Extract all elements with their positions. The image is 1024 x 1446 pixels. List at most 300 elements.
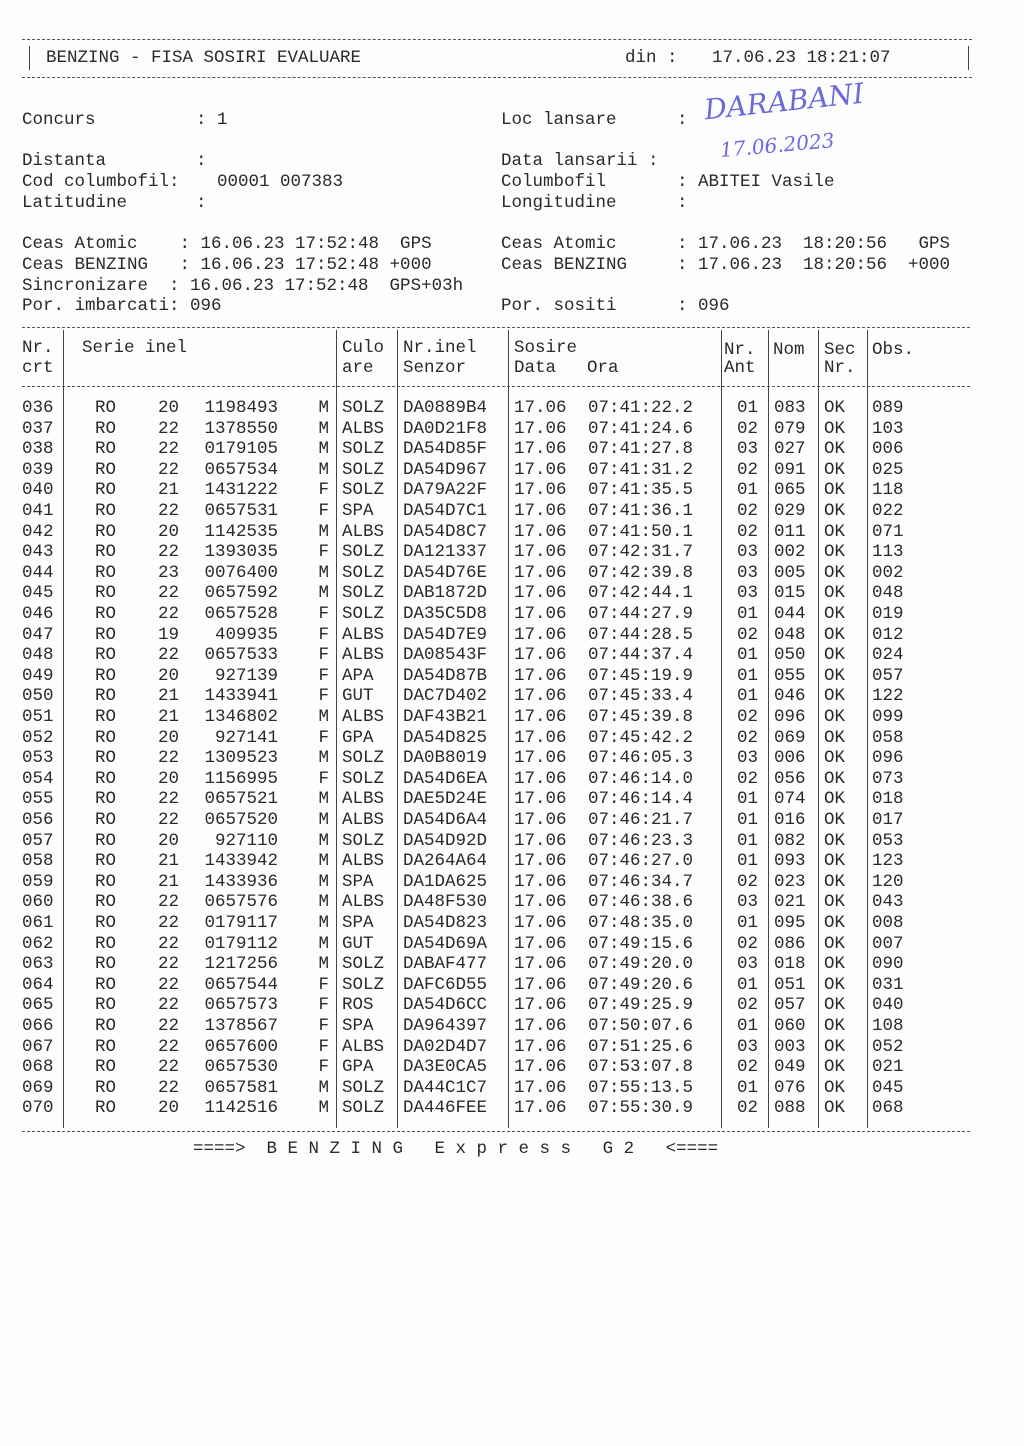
- ceas-benzing-right-value: : 17.06.23 18:20:56 +000: [677, 255, 951, 275]
- cell-date: 17.06: [514, 892, 567, 913]
- cell-nr-crt: 057: [22, 830, 54, 851]
- sincronizare: Sincronizare : 16.06.23 17:52:48 GPS+03h: [22, 276, 464, 296]
- cell-sensor: DA08543F: [403, 645, 488, 666]
- data-lansarii-handwritten: 17.06.2023: [719, 128, 836, 162]
- cell-sec: OK: [824, 562, 846, 583]
- cell-color: SOLZ: [342, 562, 385, 583]
- cell-time: 07:49:15.6: [588, 933, 694, 954]
- cell-sex: F: [318, 1016, 329, 1036]
- cell-ring-number: 1433942: [204, 851, 278, 872]
- cell-nom: 023: [774, 871, 806, 892]
- cell-sensor: DA0B8019: [403, 748, 488, 769]
- cell-nr-crt: 058: [22, 851, 54, 872]
- cell-nr-ant: 01: [737, 398, 759, 418]
- cell-country: RO: [95, 851, 117, 872]
- header-date-label: din :: [625, 48, 678, 68]
- cell-obs: 090: [872, 954, 904, 975]
- cell-nr-crt: 067: [22, 1036, 54, 1057]
- cell-obs: 089: [872, 398, 904, 418]
- cell-country: RO: [95, 871, 117, 892]
- cell-sex: M: [318, 892, 329, 913]
- cell-obs: 019: [872, 604, 904, 624]
- cell-time: 07:44:28.5: [588, 624, 694, 645]
- cell-nr-crt: 043: [22, 542, 54, 563]
- document-title: BENZING - FISA SOSIRI EVALUARE: [46, 48, 362, 68]
- table-row: [0, 954, 904, 975]
- cell-time: 07:46:38.6: [588, 892, 694, 913]
- cell-year: 22: [158, 933, 180, 954]
- col-sep-3: [397, 330, 398, 1128]
- longitudine-value: :: [677, 193, 688, 213]
- cell-nom: 044: [774, 604, 806, 624]
- cell-nom: 006: [774, 748, 806, 769]
- cell-sec: OK: [824, 604, 846, 624]
- ceas-atomic-right-value: : 17.06.23 18:20:56 GPS: [677, 234, 951, 254]
- cell-nr-ant: 03: [737, 954, 759, 975]
- header-data: Data: [514, 358, 557, 378]
- cell-ring-number: 1433936: [204, 871, 278, 892]
- cell-sex: M: [318, 748, 329, 769]
- table-row: [0, 995, 904, 1016]
- cell-sec: OK: [824, 480, 846, 501]
- cell-color: ROS: [342, 995, 374, 1016]
- cell-time: 07:48:35.0: [588, 913, 694, 933]
- cell-nr-crt: 056: [22, 810, 54, 830]
- cell-color: ALBS: [342, 789, 385, 810]
- longitudine-label: Longitudine: [501, 193, 617, 213]
- cell-date: 17.06: [514, 789, 567, 810]
- cell-obs: 024: [872, 645, 904, 666]
- cell-time: 07:46:14.0: [588, 768, 694, 789]
- cell-time: 07:55:13.5: [588, 1077, 694, 1098]
- cell-time: 07:46:27.0: [588, 851, 694, 872]
- cell-sec: OK: [824, 830, 846, 851]
- table-row: [0, 501, 904, 522]
- cell-ring-number: 1393035: [204, 542, 278, 563]
- cell-sex: F: [318, 542, 329, 563]
- cell-obs: 099: [872, 707, 904, 727]
- table-row: [0, 913, 904, 934]
- cell-sensor: DA54D825: [403, 727, 488, 748]
- cell-obs: 096: [872, 748, 904, 769]
- table-row: [0, 851, 904, 872]
- cell-sec: OK: [824, 851, 846, 872]
- cell-sex: M: [318, 933, 329, 954]
- cell-nr-crt: 059: [22, 871, 54, 892]
- cell-country: RO: [95, 418, 117, 439]
- cell-sec: OK: [824, 913, 846, 933]
- cell-sex: M: [318, 810, 329, 830]
- cell-color: GPA: [342, 727, 374, 748]
- cell-sensor: DAB1872D: [403, 583, 488, 604]
- cell-sensor: DA54D6CC: [403, 995, 488, 1016]
- cell-sensor: DA446FEE: [403, 1098, 488, 1119]
- cell-time: 07:45:19.9: [588, 665, 694, 686]
- cell-sensor: DA3E0CA5: [403, 1057, 488, 1078]
- cell-nr-ant: 02: [737, 933, 759, 954]
- cell-nom: 065: [774, 480, 806, 501]
- cell-sex: M: [318, 1077, 329, 1098]
- cell-sex: M: [318, 830, 329, 851]
- cell-sec: OK: [824, 995, 846, 1016]
- header-are: are: [342, 358, 374, 378]
- cell-year: 20: [158, 768, 180, 789]
- cell-ring-number: 0657592: [204, 583, 278, 604]
- cell-sensor: DA0889B4: [403, 398, 488, 418]
- cell-sensor: DAE5D24E: [403, 789, 488, 810]
- cell-country: RO: [95, 439, 117, 460]
- cell-date: 17.06: [514, 398, 567, 418]
- cell-sex: M: [318, 583, 329, 604]
- cell-color: ALBS: [342, 645, 385, 666]
- cell-sensor: DA54D8C7: [403, 521, 488, 542]
- cell-sec: OK: [824, 892, 846, 913]
- cell-nom: 049: [774, 1057, 806, 1078]
- cell-obs: 057: [872, 665, 904, 686]
- cell-sex: F: [318, 624, 329, 645]
- cell-year: 22: [158, 892, 180, 913]
- cell-time: 07:53:07.8: [588, 1057, 694, 1078]
- cell-year: 22: [158, 1036, 180, 1057]
- cell-nr-crt: 068: [22, 1057, 54, 1078]
- col-sep-8: [867, 330, 868, 1128]
- cell-date: 17.06: [514, 810, 567, 830]
- cell-country: RO: [95, 645, 117, 666]
- cell-sensor: DA44C1C7: [403, 1077, 488, 1098]
- cell-nr-ant: 02: [737, 995, 759, 1016]
- cell-time: 07:42:44.1: [588, 583, 694, 604]
- cell-time: 07:49:20.6: [588, 974, 694, 995]
- cell-obs: 068: [872, 1098, 904, 1119]
- cell-nr-crt: 050: [22, 686, 54, 707]
- cell-sex: F: [318, 645, 329, 666]
- cell-sensor: DA121337: [403, 542, 488, 563]
- cell-ring-number: 1378567: [204, 1016, 278, 1036]
- cell-sex: M: [318, 521, 329, 542]
- cell-color: SPA: [342, 871, 374, 892]
- cell-date: 17.06: [514, 624, 567, 645]
- cell-nr-ant: 03: [737, 542, 759, 563]
- cell-nr-crt: 052: [22, 727, 54, 748]
- cell-year: 22: [158, 1077, 180, 1098]
- cell-nr-ant: 02: [737, 624, 759, 645]
- table-row: [0, 686, 904, 707]
- cell-ring-number: 1431222: [204, 480, 278, 501]
- header-nom: Nom: [773, 340, 805, 360]
- header-nr-ant-2: Ant: [724, 358, 756, 378]
- cell-ring-number: 0179112: [204, 933, 278, 954]
- cell-date: 17.06: [514, 418, 567, 439]
- cell-ring-number: 0657521: [204, 789, 278, 810]
- cell-nom: 016: [774, 810, 806, 830]
- cell-nr-ant: 03: [737, 439, 759, 460]
- cell-sec: OK: [824, 810, 846, 830]
- cell-date: 17.06: [514, 830, 567, 851]
- table-row: [0, 459, 904, 481]
- cell-sec: OK: [824, 398, 846, 418]
- header-senzor: Senzor: [403, 358, 467, 378]
- cell-sensor: DA79A22F: [403, 480, 488, 501]
- cod-columbofil-value: 00001 007383: [217, 172, 344, 192]
- cell-obs: 048: [872, 583, 904, 604]
- cell-sec: OK: [824, 1098, 846, 1119]
- cell-date: 17.06: [514, 686, 567, 707]
- cell-year: 20: [158, 665, 180, 686]
- col-sep-1: [63, 330, 64, 1128]
- table-bottom-border: [22, 1131, 970, 1132]
- cell-nr-ant: 03: [737, 748, 759, 769]
- cell-ring-number: 0657534: [204, 459, 278, 480]
- cell-sex: F: [318, 604, 329, 624]
- table-row: [0, 562, 904, 584]
- cell-nr-crt: 040: [22, 480, 54, 501]
- cell-nom: 060: [774, 1016, 806, 1036]
- cell-nr-crt: 060: [22, 892, 54, 913]
- cell-country: RO: [95, 480, 117, 501]
- cell-nr-ant: 02: [737, 459, 759, 480]
- cell-nr-ant: 01: [737, 810, 759, 830]
- cell-sex: F: [318, 995, 329, 1016]
- cell-sec: OK: [824, 439, 846, 460]
- cell-time: 07:46:05.3: [588, 748, 694, 769]
- cell-nr-crt: 039: [22, 459, 54, 480]
- cell-nom: 057: [774, 995, 806, 1016]
- cell-year: 22: [158, 748, 180, 769]
- cell-nom: 027: [774, 439, 806, 460]
- cell-sensor: DA54D823: [403, 913, 488, 933]
- cell-nr-ant: 01: [737, 686, 759, 707]
- cell-nr-ant: 01: [737, 1077, 759, 1098]
- cell-nr-crt: 063: [22, 954, 54, 975]
- cell-ring-number: 0657600: [204, 1036, 278, 1057]
- cell-ring-number: 1156995: [204, 768, 278, 789]
- cell-sensor: DAFC6D55: [403, 974, 488, 995]
- table-row: [0, 521, 904, 543]
- table-row: [0, 583, 904, 604]
- loc-lansare-handwritten: DARABANI: [702, 76, 866, 127]
- cell-obs: 017: [872, 810, 904, 830]
- cell-year: 21: [158, 871, 180, 892]
- cell-ring-number: 0657533: [204, 645, 278, 666]
- cell-sensor: DA54D76E: [403, 562, 488, 583]
- cell-time: 07:55:30.9: [588, 1098, 694, 1119]
- latitudine-value: :: [196, 193, 207, 213]
- latitudine-label: Latitudine: [22, 193, 128, 213]
- cell-year: 20: [158, 727, 180, 748]
- cell-nr-ant: 03: [737, 562, 759, 583]
- cell-ring-number: 0657573: [204, 995, 278, 1016]
- cell-time: 07:49:20.0: [588, 954, 694, 975]
- cell-nr-crt: 046: [22, 604, 54, 624]
- cell-country: RO: [95, 562, 117, 583]
- col-sep-6: [768, 330, 769, 1128]
- cell-nr-crt: 044: [22, 562, 54, 583]
- col-sep-5: [721, 330, 722, 1128]
- cell-date: 17.06: [514, 954, 567, 975]
- cell-country: RO: [95, 810, 117, 830]
- cell-year: 22: [158, 954, 180, 975]
- cell-nr-ant: 01: [737, 645, 759, 666]
- cell-sensor: DA54D87B: [403, 665, 488, 686]
- cell-sec: OK: [824, 1036, 846, 1057]
- cell-obs: 006: [872, 439, 904, 460]
- cell-obs: 022: [872, 501, 904, 521]
- cell-nom: 091: [774, 459, 806, 480]
- cell-nr-crt: 041: [22, 501, 54, 521]
- cell-nom: 021: [774, 892, 806, 913]
- cell-nom: 082: [774, 830, 806, 851]
- cell-time: 07:46:14.4: [588, 789, 694, 810]
- cell-nr-crt: 048: [22, 645, 54, 666]
- cell-nom: 088: [774, 1098, 806, 1119]
- cell-year: 22: [158, 913, 180, 933]
- header-obs: Obs.: [872, 340, 915, 360]
- cell-nr-ant: 02: [737, 768, 759, 789]
- cell-nr-crt: 049: [22, 665, 54, 686]
- cell-nom: 003: [774, 1036, 806, 1057]
- cell-sex: M: [318, 562, 329, 583]
- cell-color: SPA: [342, 1016, 374, 1036]
- cell-year: 22: [158, 501, 180, 521]
- cell-obs: 012: [872, 624, 904, 645]
- cell-color: SOLZ: [342, 1098, 385, 1119]
- table-row: [0, 480, 904, 501]
- cell-year: 20: [158, 398, 180, 418]
- cell-country: RO: [95, 830, 117, 851]
- cell-sec: OK: [824, 768, 846, 789]
- cell-obs: 113: [872, 542, 904, 563]
- cell-nr-ant: 02: [737, 521, 759, 542]
- cell-nr-ant: 03: [737, 892, 759, 913]
- cell-year: 22: [158, 583, 180, 604]
- cell-sec: OK: [824, 583, 846, 604]
- cell-nr-ant: 02: [737, 1057, 759, 1078]
- cell-nr-ant: 01: [737, 789, 759, 810]
- cell-nr-crt: 054: [22, 768, 54, 789]
- table-row: [0, 789, 904, 810]
- cell-nr-crt: 066: [22, 1016, 54, 1036]
- cell-year: 22: [158, 974, 180, 995]
- cell-sensor: DA1DA625: [403, 871, 488, 892]
- cell-nom: 002: [774, 542, 806, 563]
- cell-sensor: DA54D69A: [403, 933, 488, 954]
- cell-year: 21: [158, 480, 180, 501]
- cell-sec: OK: [824, 665, 846, 686]
- cell-date: 17.06: [514, 665, 567, 686]
- table-row: [0, 933, 904, 955]
- table-row: [0, 727, 904, 749]
- cell-date: 17.06: [514, 995, 567, 1016]
- cell-ring-number: 1217256: [204, 954, 278, 975]
- cell-sex: M: [318, 789, 329, 810]
- cell-year: 19: [158, 624, 180, 645]
- header-date-value: 17.06.23 18:21:07: [712, 48, 891, 68]
- table-row: [0, 892, 904, 913]
- cell-sensor: DA02D4D7: [403, 1036, 488, 1057]
- cell-time: 07:51:25.6: [588, 1036, 694, 1057]
- cell-sex: M: [318, 954, 329, 975]
- cell-color: ALBS: [342, 707, 385, 727]
- cell-nom: 005: [774, 562, 806, 583]
- cell-sex: M: [318, 439, 329, 460]
- header-serie-inel: Serie inel: [82, 338, 188, 358]
- cell-nr-ant: 01: [737, 974, 759, 995]
- cell-ring-number: 1309523: [204, 748, 278, 769]
- cell-sec: OK: [824, 624, 846, 645]
- cell-country: RO: [95, 1036, 117, 1057]
- cell-nom: 011: [774, 521, 806, 542]
- cell-obs: 122: [872, 686, 904, 707]
- cell-country: RO: [95, 748, 117, 769]
- col-sep-4: [508, 330, 509, 1128]
- cell-color: SOLZ: [342, 542, 385, 563]
- table-row: [0, 830, 904, 852]
- cell-ring-number: 409935: [214, 624, 278, 645]
- table-row: [0, 707, 904, 728]
- cell-year: 22: [158, 542, 180, 563]
- cell-date: 17.06: [514, 851, 567, 872]
- concurs-value: : 1: [196, 110, 228, 130]
- cell-country: RO: [95, 665, 117, 686]
- cell-sensor: DA54D6A4: [403, 810, 488, 830]
- cell-color: SOLZ: [342, 459, 385, 480]
- cell-year: 20: [158, 521, 180, 542]
- cell-color: SOLZ: [342, 604, 385, 624]
- cell-sec: OK: [824, 686, 846, 707]
- cell-nr-crt: 036: [22, 398, 54, 418]
- loc-lansare-sep: :: [677, 110, 688, 130]
- header-sec-2: Nr.: [824, 358, 856, 378]
- cell-obs: 120: [872, 871, 904, 892]
- table-row: [0, 604, 904, 625]
- cell-color: ALBS: [342, 892, 385, 913]
- cell-obs: 008: [872, 913, 904, 933]
- cell-country: RO: [95, 501, 117, 521]
- cell-color: SOLZ: [342, 768, 385, 789]
- cell-color: GUT: [342, 686, 374, 707]
- cell-nr-crt: 051: [22, 707, 54, 727]
- cell-ring-number: 1433941: [204, 686, 278, 707]
- cell-obs: 052: [872, 1036, 904, 1057]
- cell-sensor: DA54D85F: [403, 439, 488, 460]
- cell-sec: OK: [824, 727, 846, 748]
- cell-obs: 045: [872, 1077, 904, 1098]
- cell-nom: 050: [774, 645, 806, 666]
- cell-time: 07:42:39.8: [588, 562, 694, 583]
- cell-time: 07:45:39.8: [588, 707, 694, 727]
- cell-date: 17.06: [514, 1036, 567, 1057]
- cell-date: 17.06: [514, 727, 567, 748]
- data-lansarii-label: Data lansarii :: [501, 151, 659, 171]
- table-row: [0, 974, 904, 996]
- cell-date: 17.06: [514, 604, 567, 624]
- cell-nom: 096: [774, 707, 806, 727]
- cell-nr-ant: 02: [737, 727, 759, 748]
- cell-country: RO: [95, 604, 117, 624]
- ceas-benzing-right-label: Ceas BENZING: [501, 255, 628, 275]
- cell-date: 17.06: [514, 521, 567, 542]
- cell-time: 07:45:42.2: [588, 727, 694, 748]
- cell-obs: 123: [872, 851, 904, 872]
- cell-country: RO: [95, 1057, 117, 1078]
- cell-sec: OK: [824, 789, 846, 810]
- cell-nr-crt: 042: [22, 521, 54, 542]
- table-row: [0, 1077, 904, 1099]
- cell-time: 07:44:37.4: [588, 645, 694, 666]
- cell-date: 17.06: [514, 707, 567, 727]
- cell-sec: OK: [824, 871, 846, 892]
- footer-banner: ====> B E N Z I N G E x p r e s s G 2 <====: [193, 1139, 719, 1159]
